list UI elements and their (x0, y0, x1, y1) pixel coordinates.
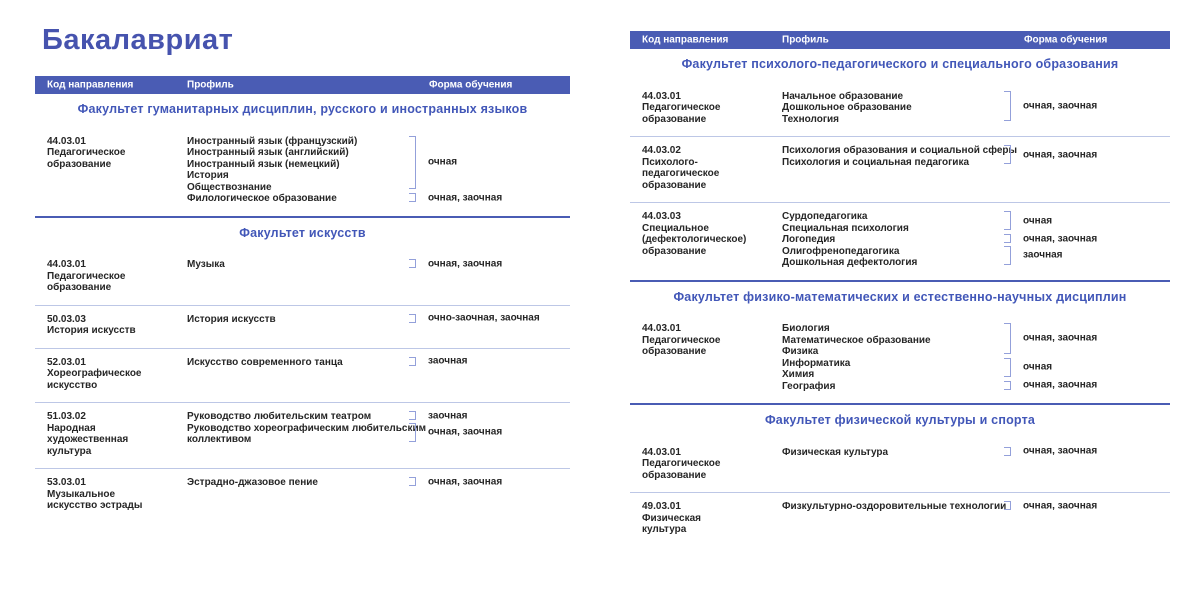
profile-line: Обществознание (187, 181, 272, 193)
bracket-icon (1004, 145, 1011, 164)
profile-line: Физическая культура (782, 446, 889, 458)
study-form-label: очная (428, 156, 458, 168)
profile-line: Дошкольная дефектология (782, 257, 918, 268)
bracket-icon (409, 193, 416, 202)
code-line: 44.03.01 (47, 135, 86, 147)
profile-cell (782, 501, 1007, 536)
study-form-label: очная, заочная (1023, 379, 1098, 391)
programs-table-right (630, 31, 1170, 547)
profile-line: Начальное образование (782, 90, 904, 102)
form-cell (1004, 447, 1170, 482)
code-line: 50.03.03 (47, 313, 86, 325)
table-row (35, 251, 570, 305)
profile-line: Физкультурно-оздоровительные технологии (782, 501, 1007, 512)
profile-cell (782, 211, 1004, 269)
form-cell (409, 411, 570, 457)
code-line: Музыкальное (47, 488, 116, 500)
faculty-heading: Факультет психолого-педагогического и специального образования (681, 57, 1119, 71)
bracket-icon (409, 259, 416, 268)
profile-cell (187, 136, 409, 205)
code-line: 44.03.01 (642, 446, 681, 458)
study-form-label: очная, заочная (1023, 499, 1098, 511)
code-line: Педагогическое (642, 334, 721, 346)
bracket-icon (409, 477, 416, 486)
table-row (35, 402, 570, 468)
faculty-heading: Факультет искусств (239, 225, 366, 240)
profile-line: Психология образования и социальной сферы (782, 145, 1018, 156)
code-line: Физическая (642, 512, 701, 524)
code-line: Хореографическое (47, 368, 142, 379)
study-form-label: очная, заочная (1023, 148, 1098, 160)
study-form-label: очная, заочная (428, 475, 503, 487)
bracket-icon (1004, 381, 1011, 390)
code-line: 53.03.01 (47, 477, 86, 488)
bracket-icon (1004, 447, 1011, 456)
study-form-label: очная, заочная (428, 191, 503, 203)
column-header-profile: Профиль (187, 79, 234, 91)
study-form-label: очная, заочная (1023, 100, 1098, 111)
form-cell (409, 259, 570, 294)
profile-line: Иностранный язык (английский) (187, 147, 349, 158)
faculty-section (35, 94, 570, 216)
profile-line: Сурдопедагогика (782, 211, 868, 222)
study-form-label: очная (1023, 214, 1053, 226)
code-line: Специальное (642, 222, 709, 234)
code-line: История искусств (47, 325, 136, 336)
profile-line: Психология и социальная педагогика (782, 156, 970, 168)
profile-line: Искусство современного танца (187, 356, 343, 368)
profile-line: Филологическое образование (187, 193, 337, 204)
profile-cell (782, 91, 1004, 126)
table-header-bar (630, 31, 1170, 49)
code-line: культура (47, 445, 92, 457)
study-form-label: очная (1023, 361, 1053, 373)
page-title: Бакалавриат (42, 24, 234, 56)
profile-line: География (782, 380, 836, 392)
bracket-icon (1004, 501, 1011, 510)
code-cell (642, 145, 782, 191)
code-cell (47, 357, 187, 392)
faculty-section (35, 216, 570, 523)
code-line: художественная (47, 434, 129, 445)
column-header-profile: Профиль (782, 34, 829, 46)
code-line: образование (642, 469, 707, 481)
table-body (35, 94, 570, 523)
code-line: искусство эстрады (47, 500, 143, 511)
bracket-icon (1004, 323, 1011, 354)
study-form-label: заочная (428, 409, 468, 421)
study-form-label: заочная (428, 355, 468, 367)
table-row (630, 439, 1170, 493)
code-cell (642, 211, 782, 269)
form-cell (1004, 323, 1170, 392)
profile-line: История искусств (187, 313, 276, 325)
code-line: Педагогическое (642, 458, 721, 469)
study-form-label: очная, заочная (1023, 232, 1098, 244)
profile-line: Эстрадно-джазовое пение (187, 477, 318, 488)
code-line: образование (47, 158, 112, 170)
table-row (35, 305, 570, 348)
faculty-heading: Факультет гуманитарных дисциплин, русского и иностранных языков (77, 102, 528, 116)
table-row (630, 492, 1170, 547)
profile-line: Математическое образование (782, 334, 931, 346)
bracket-icon (1004, 91, 1011, 122)
profile-line: Иностранный язык (немецкий) (187, 158, 340, 170)
code-line: Народная (47, 422, 96, 434)
code-cell (47, 259, 187, 294)
faculty-heading: Факультет физической культуры и спорта (764, 413, 1036, 427)
bracket-icon (409, 314, 416, 323)
code-line: образование (642, 346, 707, 357)
form-cell (1004, 145, 1170, 191)
faculty-section (630, 49, 1170, 280)
code-cell (47, 314, 187, 337)
profile-cell (782, 323, 1004, 392)
programs-table-left (35, 76, 570, 523)
bracket-icon (1004, 211, 1011, 230)
code-line: образование (642, 245, 707, 257)
study-form-label: очная, заочная (428, 426, 503, 438)
faculty-section (630, 280, 1170, 404)
table-row (35, 468, 570, 523)
code-cell (47, 411, 187, 457)
table-row (35, 128, 570, 216)
form-cell (1004, 91, 1170, 126)
code-line: 44.03.01 (642, 323, 681, 334)
column-header-form: Форма обучения (429, 79, 513, 91)
profile-line: Руководство любительским театром (187, 411, 372, 422)
profile-cell (187, 477, 409, 512)
profile-line: Музыка (187, 259, 225, 270)
code-line: Педагогическое (47, 147, 126, 158)
study-form-label: заочная (1023, 249, 1063, 261)
table-row (35, 348, 570, 403)
form-cell (409, 314, 570, 337)
code-line: искусство (47, 379, 98, 391)
bracket-icon (409, 357, 416, 366)
profile-line: Химия (782, 369, 815, 380)
column-header-code: Код направления (47, 79, 134, 91)
profile-line: Руководство хореографическим любительским (187, 422, 426, 434)
profile-cell (187, 411, 426, 457)
faculty-heading: Факультет физико-математических и естественно-научных дисциплин (673, 289, 1127, 304)
code-line: 51.03.02 (47, 411, 86, 422)
code-line: педагогическое (642, 168, 720, 179)
profile-cell (782, 447, 1004, 482)
code-cell (642, 447, 782, 482)
bracket-icon (1004, 358, 1011, 377)
code-line: 52.03.01 (47, 356, 86, 368)
code-line: 44.03.03 (642, 211, 681, 222)
code-line: образование (47, 282, 112, 293)
table-row (630, 202, 1170, 280)
code-cell (642, 91, 782, 126)
profile-cell (187, 259, 409, 294)
column-header-form: Форма обучения (1024, 34, 1108, 46)
profile-line: Олигофренопедагогика (782, 245, 900, 257)
profile-line: Специальная психология (782, 222, 909, 234)
code-cell (642, 501, 782, 536)
bracket-icon (409, 411, 416, 420)
profile-line: Физика (782, 346, 819, 357)
profile-line: коллективом (187, 434, 252, 445)
profile-line: Дошкольное образование (782, 102, 912, 113)
bracket-icon (409, 423, 416, 442)
form-cell (1004, 211, 1170, 269)
table-header-bar (35, 76, 570, 94)
profile-cell (782, 145, 1018, 191)
profile-cell (187, 314, 409, 337)
profile-line: Информатика (782, 357, 851, 369)
code-line: образование (642, 179, 707, 191)
table-row (630, 83, 1170, 137)
study-form-label: очная, заочная (1023, 445, 1098, 457)
code-line: образование (642, 113, 707, 125)
table-row (630, 315, 1170, 403)
form-cell (409, 477, 570, 512)
code-line: 44.03.01 (47, 259, 86, 270)
code-cell (47, 477, 187, 512)
study-form-label: очная, заочная (1023, 332, 1098, 344)
bracket-icon (1004, 246, 1011, 265)
table-body (630, 49, 1170, 547)
profile-line: Логопедия (782, 234, 836, 245)
code-cell (642, 323, 782, 392)
code-line: Психолого- (642, 156, 698, 168)
code-line: Педагогическое (642, 102, 721, 113)
table-row (630, 136, 1170, 202)
bracket-icon (409, 136, 416, 190)
profile-cell (187, 357, 409, 392)
column-header-code: Код направления (642, 34, 729, 46)
profile-line: Иностранный язык (французский) (187, 135, 358, 147)
form-cell (1004, 501, 1170, 536)
code-line: Педагогическое (47, 270, 126, 282)
form-cell (409, 357, 570, 392)
profile-line: История (187, 170, 229, 181)
code-line: 49.03.01 (642, 501, 681, 512)
study-form-label: очная, заочная (428, 257, 503, 269)
form-cell (409, 136, 570, 205)
code-line: культура (642, 524, 687, 535)
study-form-label: очно-заочная, заочная (428, 312, 540, 324)
code-line: (дефектологическое) (642, 234, 747, 245)
code-line: 44.03.02 (642, 145, 681, 156)
profile-line: Технология (782, 113, 839, 125)
code-cell (47, 136, 187, 205)
profile-line: Биология (782, 323, 830, 334)
faculty-section (630, 403, 1170, 547)
code-line: 44.03.01 (642, 90, 681, 102)
bracket-icon (1004, 234, 1011, 243)
